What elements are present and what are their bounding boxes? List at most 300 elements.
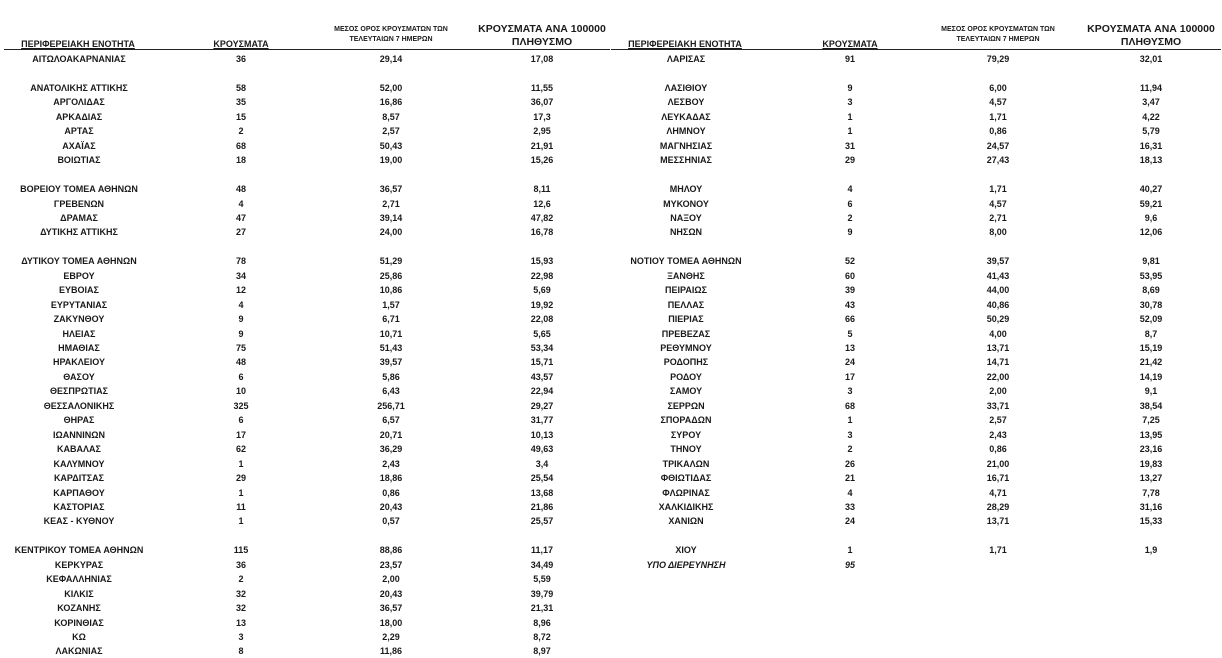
- table-row: [0, 153, 611, 167]
- table-row: [0, 486, 611, 500]
- cell-per100k: 13,27: [1139, 473, 1163, 483]
- cell-avg7: 27,43: [986, 155, 1010, 166]
- header-avg7: ΜΕΣΟΣ ΟΡΟΣ ΚΡΟΥΣΜΑΤΩΝ ΤΩΝ ΤΕΛΕΥΤΑΙΩΝ 7 ΗΜΕΡΩΝ: [941, 26, 1055, 43]
- cell-avg7: 4,57: [989, 97, 1007, 108]
- cell-per100k: 5,79: [1142, 126, 1160, 137]
- cell-region: ΝΟΤΙΟΥ ΤΟΜΕΑ ΑΘΗΝΩΝ: [630, 256, 742, 267]
- cell-per100k: 8,97: [533, 646, 551, 657]
- cell-region: ΠΕΛΛΑΣ: [667, 299, 705, 310]
- cell-region: ΦΘΙΩΤΙΔΑΣ: [660, 473, 712, 483]
- cell-region: ΛΑΚΩΝΙΑΣ: [55, 646, 103, 657]
- cell-cases: 1: [847, 111, 853, 122]
- cell-region: ΚΕΝΤΡΙΚΟΥ ΤΟΜΕΑ ΑΘΗΝΩΝ: [14, 545, 144, 556]
- cell-cases: 4: [847, 487, 853, 498]
- cell-region: ΛΑΣΙΘΙΟΥ: [664, 82, 708, 93]
- cell-cases: 31: [844, 140, 855, 151]
- cell-cases: 29: [235, 473, 246, 483]
- table-row: [611, 442, 1222, 456]
- cell-per100k: 5,69: [533, 285, 551, 296]
- cell-cases: 35: [235, 97, 246, 108]
- table-row: [0, 211, 611, 225]
- cell-cases: 32: [235, 588, 246, 599]
- cell-per100k: 59,21: [1139, 198, 1163, 209]
- cell-avg7: 40,86: [986, 299, 1010, 310]
- cell-per100k: 31,16: [1139, 501, 1163, 512]
- cell-per100k: 11,94: [1139, 82, 1163, 93]
- cell-avg7: 2,57: [989, 415, 1007, 426]
- cell-per100k: 15,71: [530, 357, 554, 368]
- cell-region: ΜΑΓΝΗΣΙΑΣ: [659, 140, 713, 151]
- cell-per100k: 40,27: [1139, 184, 1163, 194]
- cell-per100k: 7,78: [1142, 487, 1160, 498]
- cell-per100k: 53,95: [1139, 270, 1163, 281]
- cell-per100k: 15,26: [530, 155, 554, 166]
- cell-region: ΓΡΕΒΕΝΩΝ: [53, 198, 105, 209]
- cell-cases: 1: [238, 487, 244, 498]
- table-row: [611, 283, 1222, 297]
- cell-avg7: 88,86: [379, 545, 403, 556]
- cell-avg7: 2,71: [382, 198, 400, 209]
- cell-per100k: 5,59: [533, 574, 551, 585]
- cell-region: ΤΗΝΟΥ: [670, 444, 702, 455]
- cell-cases: 58: [235, 82, 246, 93]
- table-row: [611, 139, 1222, 153]
- cell-avg7: 50,43: [379, 140, 403, 151]
- cell-region: ΑΙΤΩΛΟΑΚΑΡΝΑΝΙΑΣ: [32, 54, 126, 64]
- cell-region: ΖΑΚΥΝΘΟΥ: [53, 314, 105, 325]
- cell-region: ΠΕΙΡΑΙΩΣ: [665, 285, 707, 296]
- cell-cases: 9: [238, 328, 244, 339]
- table-row: [0, 384, 611, 398]
- cell-region: ΠΙΕΡΙΑΣ: [668, 314, 704, 325]
- cell-region: ΔΥΤΙΚΟΥ ΤΟΜΕΑ ΑΘΗΝΩΝ: [21, 256, 137, 267]
- table-row: [0, 327, 611, 341]
- cell-per100k: 52,09: [1139, 314, 1163, 325]
- table-row: [0, 630, 611, 644]
- cell-region: ΑΡΚΑΔΙΑΣ: [55, 111, 103, 122]
- cell-cases: 48: [235, 184, 246, 194]
- cell-per100k: 30,78: [1139, 299, 1163, 310]
- cell-avg7: 6,00: [989, 82, 1007, 93]
- cell-per100k: 13,68: [530, 487, 554, 498]
- cell-region: ΦΛΩΡΙΝΑΣ: [662, 487, 710, 498]
- cell-region: ΚΩ: [72, 632, 86, 642]
- cell-region: ΚΑΛΥΜΝΟΥ: [53, 458, 105, 469]
- cell-per100k: 47,82: [530, 212, 554, 223]
- cell-avg7: 11,86: [379, 646, 403, 657]
- cell-cases: 26: [844, 458, 855, 469]
- cell-avg7: 2,00: [989, 386, 1007, 397]
- cell-region: ΧΑΝΙΩΝ: [668, 516, 704, 527]
- cell-avg7: 2,43: [989, 429, 1007, 440]
- cell-avg7: 28,29: [986, 501, 1010, 512]
- cell-cases: 13: [844, 343, 855, 353]
- cell-per100k: 34,49: [530, 559, 554, 570]
- table-row: [611, 399, 1222, 413]
- cell-avg7: 79,29: [986, 54, 1010, 64]
- cell-region: ΚΕΑΣ - ΚΥΘΝΟΥ: [43, 516, 115, 527]
- cell-avg7: 0,86: [989, 126, 1007, 137]
- cell-cases: 2: [847, 212, 853, 223]
- cell-avg7: 1,71: [989, 111, 1007, 122]
- cell-cases: 91: [844, 54, 855, 64]
- cell-cases: 75: [235, 343, 246, 353]
- cell-avg7: 52,00: [379, 82, 403, 93]
- cell-cases: 15: [235, 111, 246, 122]
- table-row: [611, 81, 1222, 95]
- table-row: [0, 471, 611, 485]
- table-row: [0, 298, 611, 312]
- cell-cases: 12: [235, 285, 246, 296]
- cell-region: ΚΑΡΠΑΘΟΥ: [53, 487, 105, 498]
- cell-per100k: 9,1: [1144, 386, 1158, 397]
- cell-avg7: 51,43: [379, 343, 403, 353]
- cell-region: ΡΕΘΥΜΝΟΥ: [660, 343, 712, 353]
- cell-avg7: 39,57: [379, 357, 403, 368]
- cell-cases: 1: [847, 415, 853, 426]
- cell-cases: 2: [238, 126, 244, 137]
- cell-region: ΤΡΙΚΑΛΩΝ: [662, 458, 710, 469]
- table-row: [0, 52, 611, 66]
- cell-avg7: 2,29: [382, 632, 400, 642]
- cell-per100k: 23,16: [1139, 444, 1163, 455]
- cell-region: ΣΠΟΡΑΔΩΝ: [660, 415, 712, 426]
- cell-per100k: 3,47: [1142, 97, 1160, 108]
- cell-region: ΧΑΛΚΙΔΙΚΗΣ: [658, 501, 714, 512]
- cell-cases: 4: [847, 184, 853, 194]
- cell-avg7: 4,00: [989, 328, 1007, 339]
- cell-cases: 33: [844, 501, 855, 512]
- cell-avg7: 36,29: [379, 444, 403, 455]
- cell-avg7: 14,71: [986, 357, 1010, 368]
- cell-region: ΜΕΣΣΗΝΙΑΣ: [660, 155, 712, 166]
- cell-cases: 34: [235, 270, 246, 281]
- table-row: [0, 197, 611, 211]
- cell-cases: 6: [238, 415, 244, 426]
- table-row: [0, 269, 611, 283]
- table-row: [611, 95, 1222, 109]
- header-avg7: ΜΕΣΟΣ ΟΡΟΣ ΚΡΟΥΣΜΑΤΩΝ ΤΩΝ ΤΕΛΕΥΤΑΙΩΝ 7 ΗΜΕΡΩΝ: [334, 26, 448, 43]
- cell-region: ΜΗΛΟΥ: [669, 184, 703, 194]
- table-row: [611, 124, 1222, 138]
- cell-per100k: 11,17: [530, 545, 554, 556]
- header-per100k: ΚΡΟΥΣΜΑΤΑ ΑΝΑ 100000 ΠΛΗΘΥΣΜΟ: [1087, 23, 1215, 48]
- cell-region: ΚΕΡΚΥΡΑΣ: [54, 559, 104, 570]
- cell-per100k: 21,86: [530, 501, 554, 512]
- table-row: [0, 457, 611, 471]
- cell-per100k: 13,95: [1139, 429, 1163, 440]
- cell-per100k: 9,6: [1144, 212, 1158, 223]
- cell-per100k: 22,98: [530, 270, 554, 281]
- cell-cases: 1: [847, 545, 853, 556]
- cell-per100k: 36,07: [530, 97, 554, 108]
- table-row: [611, 327, 1222, 341]
- cell-avg7: 13,71: [986, 516, 1010, 527]
- cell-avg7: 16,86: [379, 97, 403, 108]
- cell-region: ΡΟΔΟΠΗΣ: [663, 357, 709, 368]
- cell-per100k: 15,19: [1139, 343, 1163, 353]
- cell-cases: 13: [235, 617, 246, 628]
- table-row: [611, 153, 1222, 167]
- cell-avg7: 20,43: [379, 501, 403, 512]
- table-row: [0, 355, 611, 369]
- table-row: [0, 413, 611, 427]
- table-row: [611, 312, 1222, 326]
- cell-cases: 5: [847, 328, 853, 339]
- cell-region: ΛΗΜΝΟΥ: [666, 126, 706, 137]
- table-row: [0, 312, 611, 326]
- table-row: [0, 500, 611, 514]
- cell-region: ΝΗΣΩΝ: [669, 227, 703, 238]
- cell-region: ΒΟΙΩΤΙΑΣ: [57, 155, 101, 166]
- cell-region: ΙΩΑΝΝΙΝΩΝ: [53, 429, 105, 440]
- cell-avg7: 8,00: [989, 227, 1007, 238]
- cell-avg7: 24,00: [379, 227, 403, 238]
- cell-cases: 24: [844, 357, 855, 368]
- cell-cases: 17: [235, 429, 246, 440]
- table-row: [0, 428, 611, 442]
- table-row: [0, 254, 611, 268]
- cell-cases: 3: [847, 429, 853, 440]
- table-row: [0, 514, 611, 528]
- cell-cases: 27: [235, 227, 246, 238]
- cell-per100k: 25,54: [530, 473, 554, 483]
- cell-cases: 62: [235, 444, 246, 455]
- cell-avg7: 23,57: [379, 559, 403, 570]
- cell-avg7: 39,14: [379, 212, 403, 223]
- cell-per100k: 4,22: [1142, 111, 1160, 122]
- cell-region: ΚΙΛΚΙΣ: [64, 588, 94, 599]
- cell-avg7: 29,14: [379, 54, 403, 64]
- table-row: [611, 384, 1222, 398]
- cell-cases: 36: [235, 54, 246, 64]
- cell-avg7: 41,43: [986, 270, 1010, 281]
- cell-cases: 52: [844, 256, 855, 267]
- cell-cases: 10: [235, 386, 246, 397]
- table-row: [0, 601, 611, 615]
- cell-per100k: 7,25: [1142, 415, 1160, 426]
- table-row: [611, 211, 1222, 225]
- cell-cases: 9: [238, 314, 244, 325]
- cell-cases: 29: [844, 155, 855, 166]
- table-row: [611, 471, 1222, 485]
- cell-region: ΠΡΕΒΕΖΑΣ: [661, 328, 711, 339]
- cell-avg7: 10,71: [379, 328, 403, 339]
- table-row: [611, 514, 1222, 528]
- cell-cases: 60: [844, 270, 855, 281]
- cell-per100k: 22,08: [530, 314, 554, 325]
- cell-cases: 3: [847, 386, 853, 397]
- cell-avg7: 0,57: [382, 516, 400, 527]
- cell-per100k: 53,34: [530, 343, 554, 353]
- cell-avg7: 0,86: [382, 487, 400, 498]
- cell-per100k: 14,19: [1139, 371, 1163, 382]
- table-row: [611, 52, 1222, 66]
- cell-per100k: 5,65: [533, 328, 551, 339]
- cell-region: ΛΕΥΚΑΔΑΣ: [661, 111, 711, 122]
- table-row: [611, 500, 1222, 514]
- cell-region: ΣΑΜΟΥ: [669, 386, 703, 397]
- header-rule: [4, 49, 610, 50]
- cell-cases: 43: [844, 299, 855, 310]
- cell-avg7: 1,71: [989, 184, 1007, 194]
- header-cases: ΚΡΟΥΣΜΑΤΑ: [213, 39, 269, 49]
- cell-per100k: 18,13: [1139, 155, 1163, 166]
- cell-region: ΞΑΝΘΗΣ: [667, 270, 705, 281]
- cell-per100k: 19,83: [1139, 458, 1163, 469]
- cell-cases: 3: [238, 632, 244, 642]
- cell-cases: 1: [238, 516, 244, 527]
- cell-avg7: 6,43: [382, 386, 400, 397]
- table-row: [611, 428, 1222, 442]
- header-region: ΠΕΡΙΦΕΡΕΙΑΚΗ ΕΝΟΤΗΤΑ: [21, 39, 135, 49]
- cell-per100k: 19,92: [530, 299, 554, 310]
- cell-region: ΔΡΑΜΑΣ: [60, 212, 98, 223]
- table-row: [0, 81, 611, 95]
- cell-per100k: 32,01: [1139, 54, 1163, 64]
- cell-cases: 21: [844, 473, 855, 483]
- table-row: [0, 225, 611, 239]
- cell-region: ΘΑΣΟΥ: [63, 371, 95, 382]
- cell-avg7: 5,86: [382, 371, 400, 382]
- table-row: [0, 572, 611, 586]
- cell-per100k: 12,6: [533, 198, 551, 209]
- cell-avg7: 18,00: [379, 617, 403, 628]
- cell-per100k: 16,78: [530, 227, 554, 238]
- cell-per100k: 43,57: [530, 371, 554, 382]
- table-row: [0, 399, 611, 413]
- cell-region: ΣΥΡΟΥ: [670, 429, 702, 440]
- table-row: [0, 341, 611, 355]
- cell-region: ΑΡΓΟΛΙΔΑΣ: [53, 97, 105, 108]
- table-row: [0, 543, 611, 557]
- cell-cases: 1: [847, 126, 853, 137]
- table-row: [0, 644, 611, 658]
- cell-region: ΕΥΒΟΙΑΣ: [59, 285, 99, 296]
- cell-per100k: 1,9: [1144, 545, 1158, 556]
- cell-cases: 4: [238, 299, 244, 310]
- table-row: [611, 298, 1222, 312]
- cell-cases: 68: [235, 140, 246, 151]
- cell-cases: 9: [847, 227, 853, 238]
- cell-cases: 2: [847, 444, 853, 455]
- cell-per100k: 8,96: [533, 617, 551, 628]
- cell-cases: 2: [238, 574, 244, 585]
- cell-cases: 66: [844, 314, 855, 325]
- cell-region: ΚΟΖΑΝΗΣ: [57, 603, 101, 614]
- cell-avg7: 22,00: [986, 371, 1010, 382]
- table-row: [611, 254, 1222, 268]
- cell-region: ΜΥΚΟΝΟΥ: [663, 198, 709, 209]
- cell-cases: 9: [847, 82, 853, 93]
- cell-cases: 115: [233, 545, 249, 556]
- cell-region: ΗΡΑΚΛΕΙΟΥ: [52, 357, 106, 368]
- cell-avg7: 6,71: [382, 314, 400, 325]
- cell-per100k: 17,3: [533, 111, 551, 122]
- table-row: [0, 283, 611, 297]
- table-row: [611, 110, 1222, 124]
- cell-per100k: 15,93: [530, 256, 554, 267]
- cell-region: ΑΧΑΪΑΣ: [62, 140, 96, 151]
- cell-region: ΘΗΡΑΣ: [63, 415, 95, 426]
- cell-avg7: 2,43: [382, 458, 400, 469]
- cell-avg7: 8,57: [382, 111, 400, 122]
- table-row: [611, 543, 1222, 557]
- cell-cases: 1: [238, 458, 244, 469]
- cell-per100k: 2,95: [533, 126, 551, 137]
- header-rule: [611, 49, 1221, 50]
- cell-per100k: 3,4: [535, 458, 549, 469]
- table-row: [0, 95, 611, 109]
- cell-per100k: 21,91: [530, 140, 554, 151]
- cell-cases: 11: [236, 501, 246, 512]
- cell-avg7: 1,57: [382, 299, 400, 310]
- cell-cases: 3: [847, 97, 853, 108]
- cell-per100k: 11,55: [530, 82, 554, 93]
- cell-avg7: 0,86: [989, 444, 1007, 455]
- cell-cases: 47: [235, 212, 246, 223]
- cell-avg7: 21,00: [986, 458, 1010, 469]
- cell-per100k: 8,11: [533, 184, 551, 194]
- cell-region: ΕΥΡΥΤΑΝΙΑΣ: [50, 299, 108, 310]
- cell-region: ΚΑΒΑΛΑΣ: [57, 444, 101, 455]
- header-cases: ΚΡΟΥΣΜΑΤΑ: [822, 39, 878, 49]
- cell-per100k: 8,72: [533, 632, 551, 642]
- table-row: [611, 225, 1222, 239]
- table-row: [0, 110, 611, 124]
- cell-avg7: 256,71: [377, 400, 405, 411]
- cell-cases: 95: [844, 559, 855, 570]
- table-row: [611, 370, 1222, 384]
- cell-per100k: 29,27: [530, 400, 554, 411]
- table-row: [0, 182, 611, 196]
- table-row: [611, 457, 1222, 471]
- table-row: [0, 616, 611, 630]
- cell-avg7: 25,86: [379, 270, 403, 281]
- cell-region: ΘΕΣΠΡΩΤΙΑΣ: [49, 386, 109, 397]
- cell-per100k: 21,42: [1139, 357, 1163, 368]
- table-row: [611, 486, 1222, 500]
- cell-region: ΚΑΡΔΙΤΣΑΣ: [53, 473, 105, 483]
- cell-region: ΑΡΤΑΣ: [64, 126, 94, 137]
- table-row: [611, 413, 1222, 427]
- cell-per100k: 17,08: [530, 54, 554, 64]
- cell-cases: 4: [238, 198, 244, 209]
- table-row: [0, 442, 611, 456]
- cell-region: ΚΕΦΑΛΛΗΝΙΑΣ: [46, 574, 112, 585]
- table-row: [0, 558, 611, 572]
- cell-cases: 8: [238, 646, 244, 657]
- cell-avg7: 39,57: [986, 256, 1010, 267]
- cell-avg7: 19,00: [379, 155, 403, 166]
- cell-region: ΣΕΡΡΩΝ: [667, 400, 705, 411]
- cell-avg7: 33,71: [986, 400, 1010, 411]
- cell-region: ΝΑΞΟΥ: [670, 212, 702, 223]
- cell-region: ΚΑΣΤΟΡΙΑΣ: [53, 501, 105, 512]
- cell-per100k: 8,69: [1142, 285, 1160, 296]
- table-row: [0, 370, 611, 384]
- cell-avg7: 20,71: [379, 429, 403, 440]
- cell-cases: 18: [235, 155, 246, 166]
- cell-per100k: 22,94: [530, 386, 554, 397]
- cell-per100k: 15,33: [1139, 516, 1163, 527]
- cell-cases: 32: [235, 603, 246, 614]
- cell-avg7: 20,43: [379, 588, 403, 599]
- cell-cases: 39: [844, 285, 855, 296]
- cell-region: ΡΟΔΟΥ: [670, 371, 702, 382]
- cell-avg7: 6,57: [382, 415, 400, 426]
- cell-region: ΕΒΡΟΥ: [63, 270, 95, 281]
